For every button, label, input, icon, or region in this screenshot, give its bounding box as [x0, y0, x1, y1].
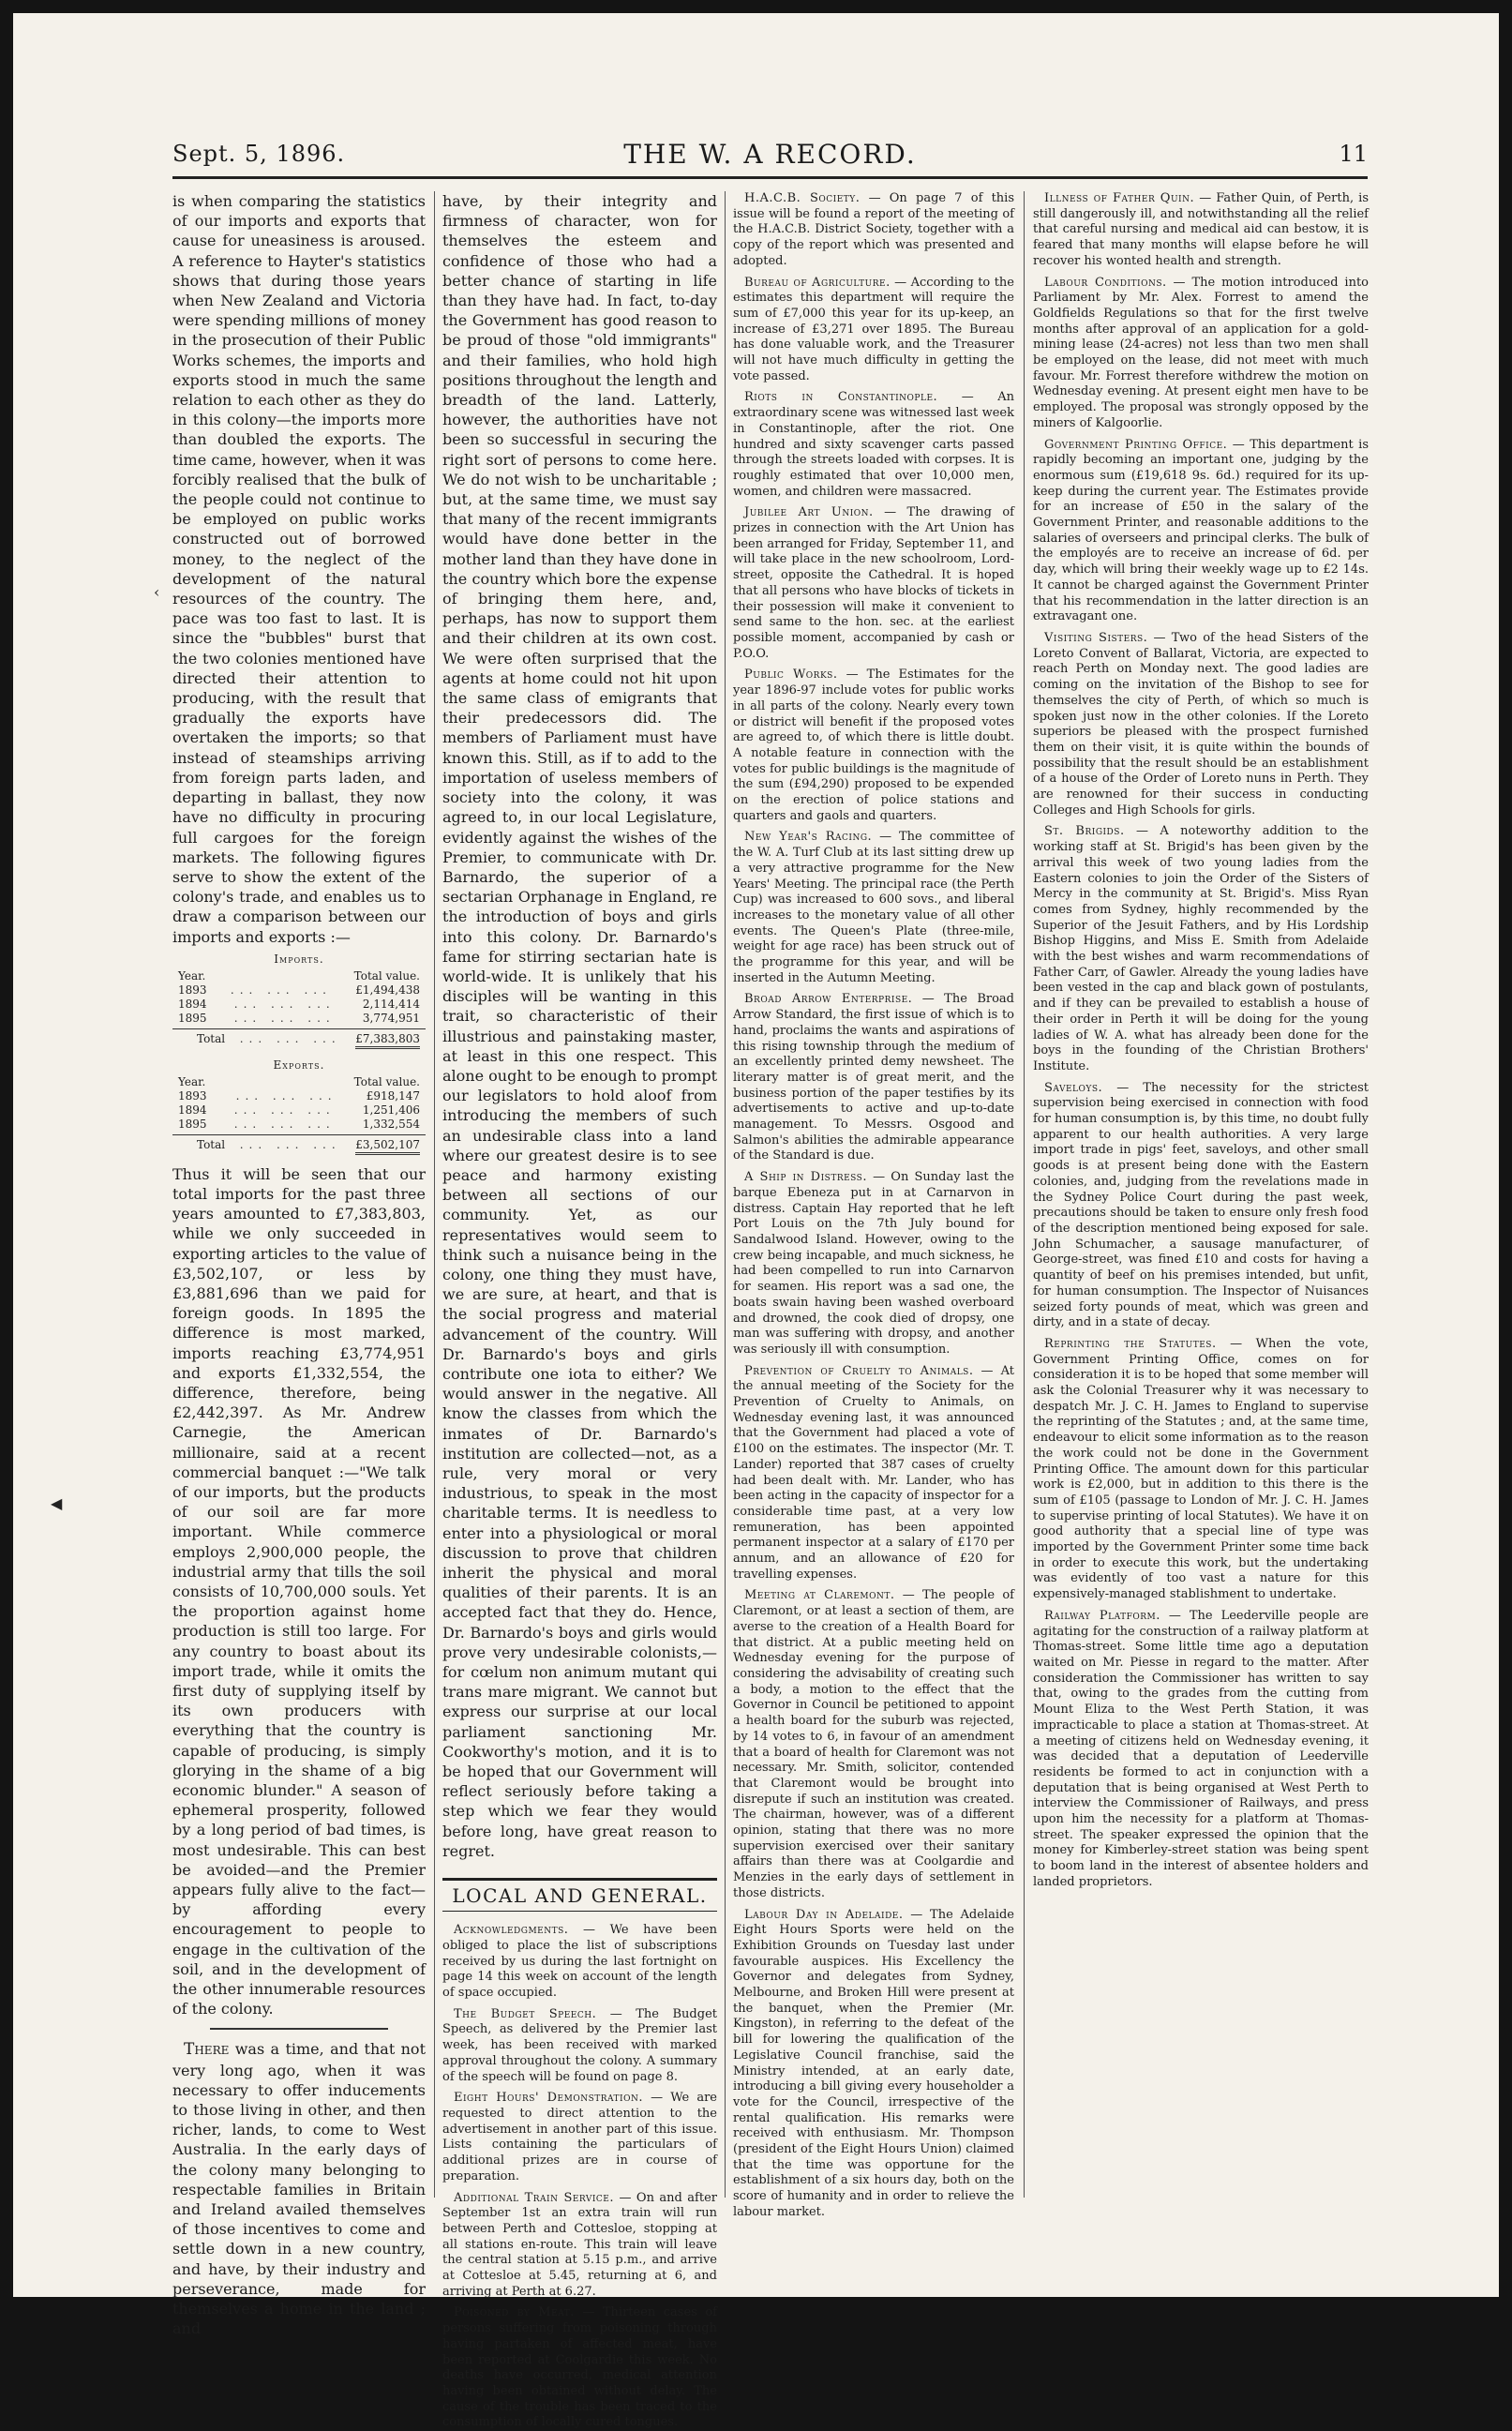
news-item-heading: St. Brigids.: [1044, 824, 1125, 839]
table-header: [172, 1075, 426, 1089]
editorial-paragraph: Thus it will be seen that our total imports for the past three years amounted to £7,383,803, while we only succeeded in exporting articles to the value of £3,502,107, or less by £3,881,696 than we paid for foreign goods. In 1895 the difference is most marked, imports reaching £3,774,951 and exports £1,332,554, the difference, therefore, being £2,442,397. As Mr. Andrew Carnegie, the American millionaire, said at a recent commercial banquet :—"We talk of our imports, but the products of our soil are far more important. While commerce employs 2,900,000 people, the industrial army that tills the soil consists of 10,700,000 souls. Yet the proportion against home production is still too large. For any country to boast about its import trade, while it omits the first duty of supplying itself by its own producers with everything that the country is capable of producing, is simply glorying in the shame of a big economic blunder." A season of ephemeral prosperity, followed by a long period of bad times, is most undesirable. This can best be avoided—and the Premier appears fully alive to the fact—by affording every encouragement to people to engage in the cultivation of the soil, and in the development of the other innumerable resources of the colony.: [172, 1164, 426, 2018]
table-row: 1895 ... ... ... 1,332,554: [178, 1117, 420, 1131]
news-item-heading: Additional Train Service.: [454, 2190, 615, 2205]
news-item: Additional Train Service. — On and after September 1st an extra train will run between Perth and Cottesloe, stopping at all stations en-route. This train will leave the central station at 5.15 p.m., and arrive at Cottesloe at 5.45, returning at 6, and arriving at Perth at 6.27.: [442, 2190, 717, 2299]
page-number: 11: [1339, 141, 1368, 167]
newspaper-page: [13, 13, 1499, 2430]
news-item: Broad Arrow Enterprise. — The Broad Arrow Standard, the first issue of which is to hand, proclaims the wants and aspirations of this rising township through the medium of an excellently printed demy newsheet. The literary matter is of great merit, and the business portion of the paper testifies by its advertisements to active and up-to-date management. To Messrs. Osgood and Salmon's abilities the admirable appearance of the Standard is due.: [733, 992, 1014, 1163]
news-item-heading: Labour Conditions.: [1044, 275, 1167, 290]
column-4: [1033, 191, 1369, 2198]
news-item-heading: Public Works.: [744, 668, 838, 683]
exports-table-title: Exports.: [273, 1058, 325, 1072]
column-header: Year.: [178, 1074, 206, 1088]
news-item-heading: A Ship in Distress.: [744, 1170, 867, 1185]
news-item: New Year's Racing. — The committee of the W. A. Turf Club at its last sitting drew up a very attractive programme for the New Years' Meeting. The principal race (the Perth Cup) was increased to 600 sovs., and liberal increases to the monetary value of all other events. The Queen's Plate (three-mile, weight for age race) has been struck out of the programme for this year, and will be inserted in the Autumn Meeting.: [733, 830, 1014, 985]
table-row: 1895 ... ... ... 3,774,951: [178, 1011, 420, 1025]
news-item-heading: H.A.C.B. Society.: [744, 191, 861, 205]
news-item-heading: Bureau of Agriculture.: [744, 275, 891, 290]
news-item-heading: Government Printing Office.: [1044, 437, 1228, 452]
news-item-heading: Prevention of Cruelty to Animals.: [744, 1363, 974, 1378]
editorial-paragraph: have, by their integrity and firmness of character, won for themselves the esteem and confidence of those who had a better chance of starting in life than they have had. In fact, to-day the Government has good reason to be proud of those "old immigrants" and their families, who hold high positions throughout the length and breadth of the land. Latterly, however, the authorities have not been so successful in securing the right sort of persons to come here. We do not wish to be uncharitable ; but, at the same time, we must say that many of the recent immigrants would have done better in the mother land than they have done in the country which bore the expense of bringing them here, and, perhaps, has now to support them and their children at its own cost. We were often surprised that the agents at home could not hit upon the same class of emigrants that their predecessors did. The members of Parliament must have known this. Still, as if to add to the importation of useless members of society into the colony, it was agreed to, in our local Legislature, evidently against the wishes of the Premier, to communicate with Dr. Barnardo, the superior of a sectarian Orphanage in England, re the introduction of boys and girls into this colony. Dr. Barnardo's fame for stirring sectarian hate is world-wide. It is unlikely that his disciples will be wanting in this trait, so characteristic of their illustrious and painstaking master, at least in this one respect. This alone ought to be enough to prompt our legislators to hold aloof from introducing the members of such an undesirable class into a land where our greatest desire is to see peace and harmony existing between all sections of our community. Yet, as our representatives would seem to think such a nuisance being in the colony, one thing they must have, we are sure, at heart, and that is the social progress and material advancement of the country. Will Dr. Barnardo's boys and girls contribute one iota to either? We would answer in the negative. All know the classes from which the inmates of Dr. Barnardo's institution are collected—not, as a rule, very moral or very industrious, to speak in the most charitable terms. It is needless to enter into a physiological or moral discussion to prove that children inherit the physical and moral qualities of their parents. It is an accepted fact that they do. Hence, Dr. Barnardo's boys and girls would prove very undesirable colonists,—for cœlum non animum mutant qui trans mare migrant. We cannot but express our surprise at our local parliament sanctioning Mr. Cookworthy's motion, and it is to be hoped that our Government will reflect seriously before taking a step which we fear they would before long, have great reason to regret.: [442, 192, 717, 1860]
news-item-heading: Eight Hours' Demonstration.: [454, 2091, 643, 2106]
news-item: A Ship in Distress. — On Sunday last the barque Ebeneza put in at Carnarvon in distress. Captain Hay reported that he left Port Louis on the 7th July bound for Sandalwood Island. However, owing to the crew being incapable, and much sickness, he had been compelled to run into Carnarvon for seamen. His report was a sad one, the boats swain having been washed overboard and drowned, the cook died of dropsy, one man was suffering with dropsy, and another was seriously ill with consumption.: [733, 1170, 1014, 1357]
news-item: Public Works. — The Estimates for the year 1896-97 include votes for public works in all parts of the colony. Nearly every town or district will benefit if the proposed votes are agreed to, of which there is little doubt. A notable feature in connection with the votes for public buildings is the magnitude of the sum (£94,290) proposed to be expended on the erection of police stations and quarters and gaols and quarters.: [733, 668, 1014, 823]
news-item-heading: Labour Day in Adelaide.: [744, 1907, 904, 1922]
column-3: [733, 191, 1015, 2219]
news-item-heading: Saveloys.: [1044, 1080, 1103, 1095]
news-item: Acknowledgments. — We have been obliged to place the list of subscriptions received by us during the last fortnight on page 14 this week on account of the length of space occupied.: [442, 1923, 717, 2001]
news-item-heading: New Year's Racing.: [744, 830, 873, 845]
news-item-heading: Illness of Father Quin.: [1044, 191, 1195, 205]
section-heading-box: [442, 1878, 717, 1912]
news-item-heading: Railway Platform.: [1044, 1608, 1160, 1623]
column-rule: [725, 191, 726, 2198]
news-item: H.A.C.B. Society. — On page 7 of this issue will be found a report of the meeting of the H.A.C.B. District Society, together with a copy of the report which was presented and adopted.: [733, 191, 1015, 268]
news-item: Reprinting the Statutes. — When the vote, Government Printing Office, comes on for consideration it is to be hoped that some member will ask the Colonial Treasurer why it was necessary to despatch Mr. J. C. H. James to England to supervise the reprinting of the Statutes ; and, at the same time, endeavour to elicit some information as to the reason the work could not be done in the Government Printing Office. The amount down for this particular work is £2,000, but in addition to this there is the sum of £105 (passage to London of Mr. J. C. H. James to supervise printing of local Statutes). We have it on good authority that a special line of type was imported by the Government Printer some time back in order to execute this work, but the undertaking was evidently of too vast a nature for this expensively-managed stablishment to undertake.: [1033, 1336, 1369, 1602]
section-title: LOCAL AND GENERAL.: [452, 1884, 708, 1908]
column-header: Total value.: [353, 1074, 420, 1088]
news-item-heading: Riots in Constantinople.: [744, 390, 938, 405]
table-header: [172, 969, 426, 983]
news-item: Labour Day in Adelaide. — The Adelaide Eight Hours Sports were held on the Exhibition Grounds on Tuesday last under favourable auspices. His Excellency the Governor and delegates from Sydney, Melbourne, and Broken Hill were present at the banquet, when the Premier (Mr. Kingston), in referring to the defeat of the bill for lowering the qualification of the Legislative Council franchise, said the Ministry intended, at an early date, introducing a bill giving every householder a vote for the Council, irrespective of the rental qualification. His remarks were received with enthusiasm. Mr. Thompson (president of the Eight Hours Union) claimed that the time was opportune for the establishment of a six hours day, both on the score of humanity and in order to relieve the labour market.: [733, 1907, 1015, 2219]
column-rule: [434, 191, 435, 2198]
masthead: [172, 133, 1368, 179]
imports-table-title: Imports.: [274, 952, 324, 966]
news-item-heading: Meeting at Claremont.: [744, 1588, 895, 1603]
news-item: Government Printing Office. — This department is rapidly becoming an important one, judging by the enormous sum (£19,618 9s. 6d.) required for its up-keep during the current year. The Estimates provide for an increase of £50 in the salary of the Government Printer, and reasonable additions to the salaries of overseers and principal clerks. The bulk of the employés are to receive an increase of 6d. per day, which will bring their weekly wage up to £2 14s. It cannot be charged against the Government Printer that his recommendation in the latter direction is an extravagant one.: [1033, 437, 1370, 624]
news-item-heading: Visiting Sisters.: [1044, 630, 1148, 645]
news-item: St. Brigids. — A noteworthy addition to the working staff at St. Brigid's has been given by the arrival this week of two young ladies from the Eastern colonies to join the Order of the Sisters of Mercy in the community at St. Brigid's. Miss Ryan comes from Sydney, highly recommended by the Superior of the Jesuit Fathers, and by His Lordship Bishop Higgins, and Miss E. Smith from Adelaide with the best wishes and warm recommendations of Father Carr, of Gawler. Already the young ladies have been vested in the cap and black gown of postulants, and if they can be prevailed to establish a house of their order in Perth it will be doing for the young ladies of W. A. what has already been done for the boys in the founding of the Christian Brothers' Institute.: [1033, 824, 1369, 1073]
column-header: Year.: [178, 968, 206, 983]
news-item-heading: The Budget Speech.: [454, 2006, 597, 2021]
editorial-paragraph: is when comparing the statistics of our imports and exports that cause for uneasiness is aroused. A reference to Hayter's statistics shows that during those years when New Zealand and Victoria were spending millions of money in the prosecution of their Public Works schemes, the imports and exports stood in much the same relation to each other as they do in this colony—the imports more than doubled the exports. The time came, however, when it was forcibly realised that the bulk of the people could not continue to be employed on public works constructed out of borrowed money, to the neglect of the development of the natural resources of the country. The pace was too fast to last. It is since the "bubbles" burst that the two colonies mentioned have directed their attention to producing, with the result that gradually the exports have overtaken the imports; so that instead of steamships arriving from foreign parts laden, and departing in ballast, they now have no difficulty in procuring full cargoes for the foreign markets. The following figures serve to show the extent of the colony's trade, and enables us to draw a comparison between our imports and exports :—: [172, 192, 426, 946]
newspaper-title: THE W. A RECORD.: [623, 139, 917, 170]
news-item: Poisoned by Meat. — Thirteen cases of persons suffering from poisoning through having partaken of affected meat, have been reported at Coolgardie this week. No deaths have occurred, medical attention having been obtained without delay. The cause of the trouble has been traced to the consumption of locally cured tongues.: [442, 2305, 717, 2430]
paragraph-lead-word: There: [184, 2040, 230, 2060]
news-item: Illness of Father Quin. — Father Quin, of Perth, is still dangerously ill, and notwithstanding all the relief that careful nursing and medical aid can bestow, it is feared that many months will elapse before he will recover his wonted health and strength.: [1033, 191, 1369, 268]
table-total-row: Total ... ... ... £7,383,803: [172, 1028, 426, 1049]
news-item: Bureau of Agriculture. — According to the estimates this department will require the sum of £7,000 this year for its up-keep, an increase of £3,271 over 1895. The Bureau has done valuable work, and the Treasurer will not have much difficulty in getting the vote passed.: [733, 275, 1014, 383]
news-item: Railway Platform. — The Leederville people are agitating for the construction of a railway platform at Thomas-street. Some little time ago a deputation waited on Mr. Piesse in regard to the matter. After consideration the Commissioner has written to say that, owing to the grades from the cutting from Mount Eliza to the West Perth Station, it was impracticable to place a station at Thomas-street. At a meeting of citizens held on Wednesday evening, it was decided that a deputation of Leederville residents be formed to act in conjunction with a deputation that is being organised at West Perth to interview the Commissioner of Railways, and press upon him the necessity for a platform at Thomas-street. The speaker expressed the opinion that the money for Kimberley-street station was being spent to boom land in the interest of absentee holders and landed proprietors.: [1033, 1608, 1369, 1889]
news-item-heading: Broad Arrow Enterprise.: [744, 992, 913, 1007]
table-row: 1893 ... ... ... £918,147: [178, 1088, 420, 1103]
table-total-row: Total ... ... ... £3,502,107: [172, 1134, 426, 1155]
news-item: Prevention of Cruelty to Animals. — At the annual meeting of the Society for the Prevention of Cruelty to Animals, on Wednesday evening last, it was announced that the Government had placed a vote of £100 on the estimates. The inspector (Mr. T. Lander) reported that 387 cases of cruelty had been dealt with. Mr. Lander, who has been acting in the capacity of inspector for a considerable time past, at a very low remuneration, has been appointed permanent inspector at a salary of £170 per annum, and an allowance of £20 for travelling expenses.: [733, 1363, 1014, 1582]
column-rule: [1024, 191, 1025, 2198]
table-row: 1893 ... ... ... £1,494,438: [178, 983, 420, 997]
margin-mark-icon: ‹: [154, 583, 160, 601]
news-item-heading: Poisoned by Meat.: [454, 2305, 575, 2320]
margin-mark-icon: ◀: [51, 1494, 63, 1512]
news-item-heading: Acknowledgments.: [454, 1923, 569, 1938]
news-item: Eight Hours' Demonstration. — We are requested to direct attention to the advertisement in another part of this issue. Lists containing the particulars of additional prizes are in course of preparation.: [442, 2091, 717, 2183]
news-item: Visiting Sisters. — Two of the head Sisters of the Loreto Convent of Ballarat, Victoria, are expected to reach Perth on Monday next. The good ladies are coming on the invitation of the Bishop to see for themselves the city of Perth, of which so much is spoken just now in the other colonies. If the Loreto superiors be pleased with the prospect furnished them on their visit, it is quite within the bounds of possibility that the result should be an establishment of a house of the Order of Loreto nuns in Perth. They are renowned for their success in conducting Colleges and High Schools for girls.: [1033, 630, 1369, 818]
issue-date: Sept. 5, 1896.: [172, 141, 346, 167]
news-item: Meeting at Claremont. — The people of Claremont, or at least a section of them, are averse to the creation of a Health Board for that district. At a public meeting held on Wednesday evening for the purpose of considering the advisability of creating such a body, a motion to the effect that the Governor in Council be petitioned to appoint a health board for the suburb was rejected, by 14 votes to 6, in favour of an amendment that a board of health for Claremont was not necessary. Mr. Smith, solicitor, contended that Claremont would be brought into disrepute if such an institution was created. The chairman, however, was of a different opinion, stating that there was no more supervision exercised over their sanitary affairs than there was at Coolgardie and Menzies in the early days of settlement in those districts.: [733, 1588, 1014, 1900]
table-row: 1894 ... ... ... 2,114,414: [178, 997, 420, 1011]
table-row: 1894 ... ... ... 1,251,406: [178, 1103, 420, 1117]
column-header: Total value.: [353, 968, 420, 983]
news-items: [442, 1923, 717, 2431]
imports-table: [172, 953, 426, 1049]
section-divider: [210, 2028, 388, 2030]
column-2: [442, 191, 717, 2430]
news-item: The Budget Speech. — The Budget Speech, as delivered by the Premier last week, has been received with marked approval throughout the colony. A summary of the speech will be found on page 8.: [442, 2006, 717, 2084]
exports-table: [172, 1058, 426, 1155]
news-item: Saveloys. — The necessity for the strictest supervision being exercised in connection with food for human consumption is, by this time, no doubt fully apparent to our health authorities. A very large import trade in pigs' feet, saveloys, and other small goods is at present being done with the Eastern colonies, and, judging from the revelations made in the Sydney Police Court during the past week, precautions should be taken to ensure only fresh food of the description mentioned being exposed for sale. John Schumacher, a sausage manufacturer, of George-street, was fined £10 and costs for having a quantity of beef on his premises intended, but unfit, for human consumption. The Inspector of Nuisances seized forty pounds of meat, which was green and dirty, and in a state of decay.: [1033, 1080, 1369, 1330]
editorial-paragraph: There was a time, and that not very long ago, when it was necessary to offer inducements to those living in other, and then richer, lands, to come to West Australia. In the early days of the colony many belonging to respectable families in Britain and Ireland availed themselves of those incentives to come and settle down in a new country, and have, by their industry and perseverance, made for themselves a home in the land ; and: [172, 2040, 426, 2338]
news-item: Jubilee Art Union. — The drawing of prizes in connection with the Art Union has been arranged for Friday, September 11, and will take place in the new schoolroom, Lord-street, opposite the Cathedral. It is hoped that all persons who have blocks of tickets in their possession will make it convenient to send same to the hon. sec. at the earliest possible moment, accompanied by cash or P.O.O.: [733, 505, 1014, 661]
column-1: [172, 191, 426, 2338]
news-item-heading: Jubilee Art Union.: [744, 505, 874, 520]
news-item: Labour Conditions. — The motion introduced into Parliament by Mr. Alex. Forrest to amend the Goldfields Regulations so that for the first twelve months after approval of an application for a gold-mining lease (24-acres) not less than two men shall be employed on the lease, did not meet with much favour. Mr. Forrest therefore withdrew the motion on Wednesday evening. At present eight men have to be employed. The proposal was strongly opposed by the miners of Kalgoorlie.: [1033, 275, 1369, 430]
news-item: Riots in Constantinople. — An extraordinary scene was witnessed last week in Constantinople, after the riot. One hundred and sixty scavenger carts passed through the streets loaded with corpses. It is roughly estimated that over 10,000 men, women, and children were massacred.: [733, 390, 1014, 499]
news-item-heading: Reprinting the Statutes.: [1044, 1336, 1217, 1351]
